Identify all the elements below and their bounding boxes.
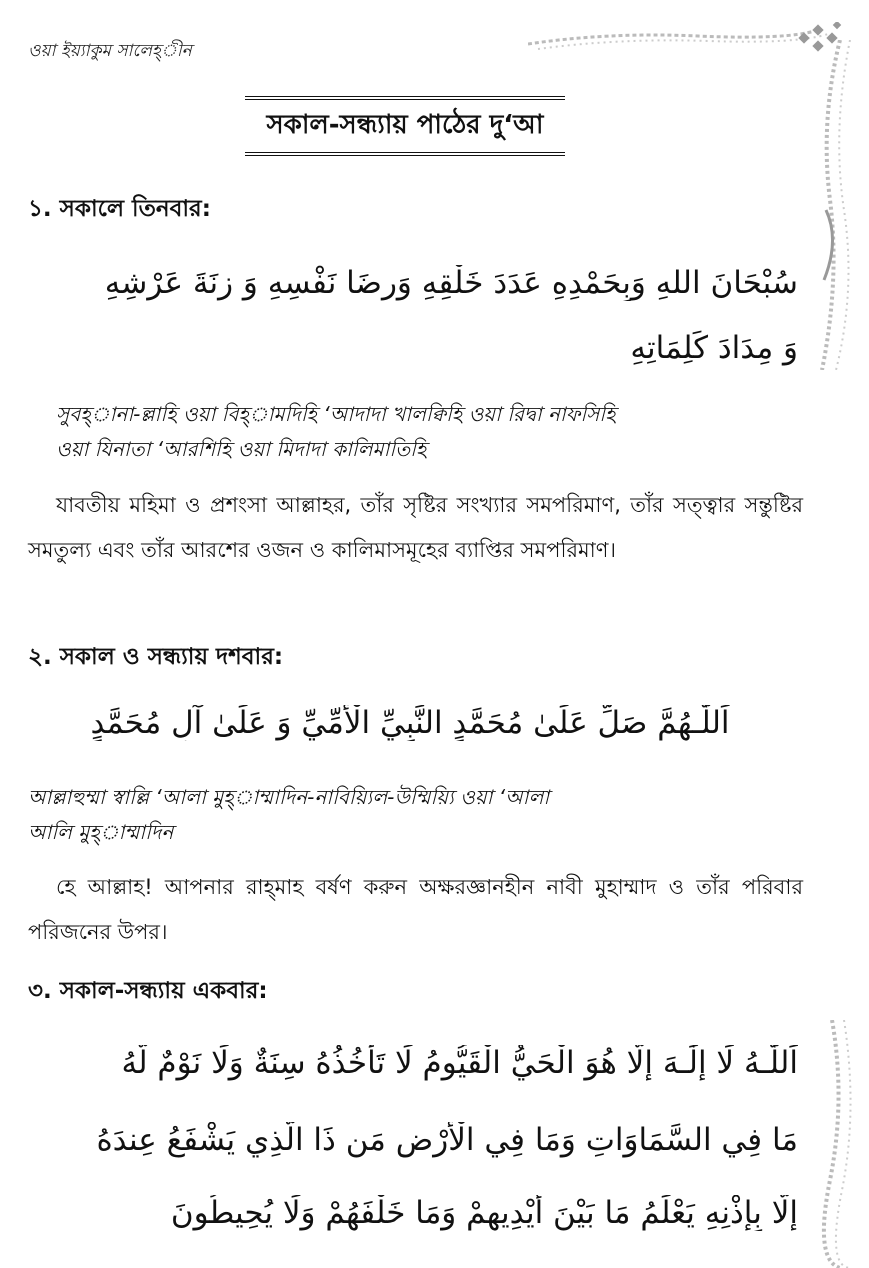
section-1-arabic-line-2: وَ مِدَادَ كَلِمَاتِهِ: [630, 330, 798, 366]
section-3-arabic-line-1: اَللّٰـهُ لَا إِلَٰـهَ إِلَّا هُوَ الْحَيُّ الْقَيُّومُ لَا تَأْخُذُهُ سِنَةٌ وَلَا نَوْمٌ لَّهُ: [121, 1045, 798, 1081]
section-1-heading: ১. সকালে তিনবার:: [28, 196, 211, 222]
section-1-transliteration: [56, 397, 801, 467]
section-3-heading: ৩. সকাল-সন্ধ্যায় একবার:: [28, 978, 268, 1004]
ornament-border-right-bottom: [812, 1020, 869, 1268]
section-2-transliteration: [28, 780, 798, 850]
section-1-transliteration-line-1: সুবহ্‌ানা-ল্লাহি ওয়া বিহ্‌ামদিহি ‘আদাদা খালক্বিহি ওয়া রিদ্বা নাফসিহি: [56, 402, 616, 426]
section-2-transliteration-line-2: আলি মুহ্‌াম্মাদিন: [28, 820, 174, 844]
section-1-transliteration-line-2: ওয়া যিনাতা ‘আরশিহি ওয়া মিদাদা কালিমাতিহি: [56, 437, 427, 461]
section-2-heading: ২. সকাল ও সন্ধ্যায় দশবার:: [28, 644, 284, 670]
section-3-arabic-line-3: إِلَّا بِإِذْنِهِ يَعْلَمُ مَا بَيْنَ أَيْدِيهِمْ وَمَا خَلْفَهُمْ وَلَا يُحِيطُونَ: [170, 1195, 798, 1231]
section-2-meaning: হে আল্লাহ! আপনার রাহ্‌মাহ বর্ষণ করুন অক্ষরজ্ঞানহীন নাবী মুহাম্মাদ ও তাঁর পরিবার পরিজনের উপর।: [28, 875, 803, 944]
section-1-meaning: যাবতীয় মহিমা ও প্রশংসা আল্লাহর, তাঁর সৃষ্টির সংখ্যার সমপরিমাণ, তাঁর সত্ত্বার সন্তুষ্টির সমতুল্য এবং তাঁর আরশের ওজন ও কালিমাসমূহের ব্যাপ্তির সমপরিমাণ।: [28, 493, 803, 562]
section-3-arabic-line-2: مَا فِي السَّمَاوَاتِ وَمَا فِي الْأَرْضِ مَن ذَا الَّذِي يَشْفَعُ عِندَهُ: [96, 1122, 798, 1158]
section-2-transliteration-line-1: আল্লাহুম্মা স্বাল্লি ‘আলা মুহ্‌াম্মাদিন-নাবিয়্যিল-উম্মিয়্যি ওয়া ‘আলা: [28, 785, 550, 809]
page-title: [245, 96, 565, 156]
section-2-arabic-line-1: اَللّٰـهُمَّ صَلِّ عَلَىٰ مُحَمَّدٍ النَّبِيِّ الْأُمِّيِّ وَ عَلَىٰ آلِ مُحَمَّدٍ: [90, 705, 730, 741]
page-title-text: সকাল-সন্ধ্যায় পাঠের দু‘আ: [266, 110, 544, 140]
section-1-arabic-line-1: سُبْحَانَ اللهِ وَبِحَمْدِهِ عَدَدَ خَلْقِهِ وَرِضَا نَفْسِهِ وَ زِنَةَ عَرْشِهِ: [104, 265, 798, 301]
ornament-border-right-top: [800, 40, 869, 370]
running-header: ওয়া ইয়্যাকুম সালেহ্‌ীন: [28, 41, 192, 61]
